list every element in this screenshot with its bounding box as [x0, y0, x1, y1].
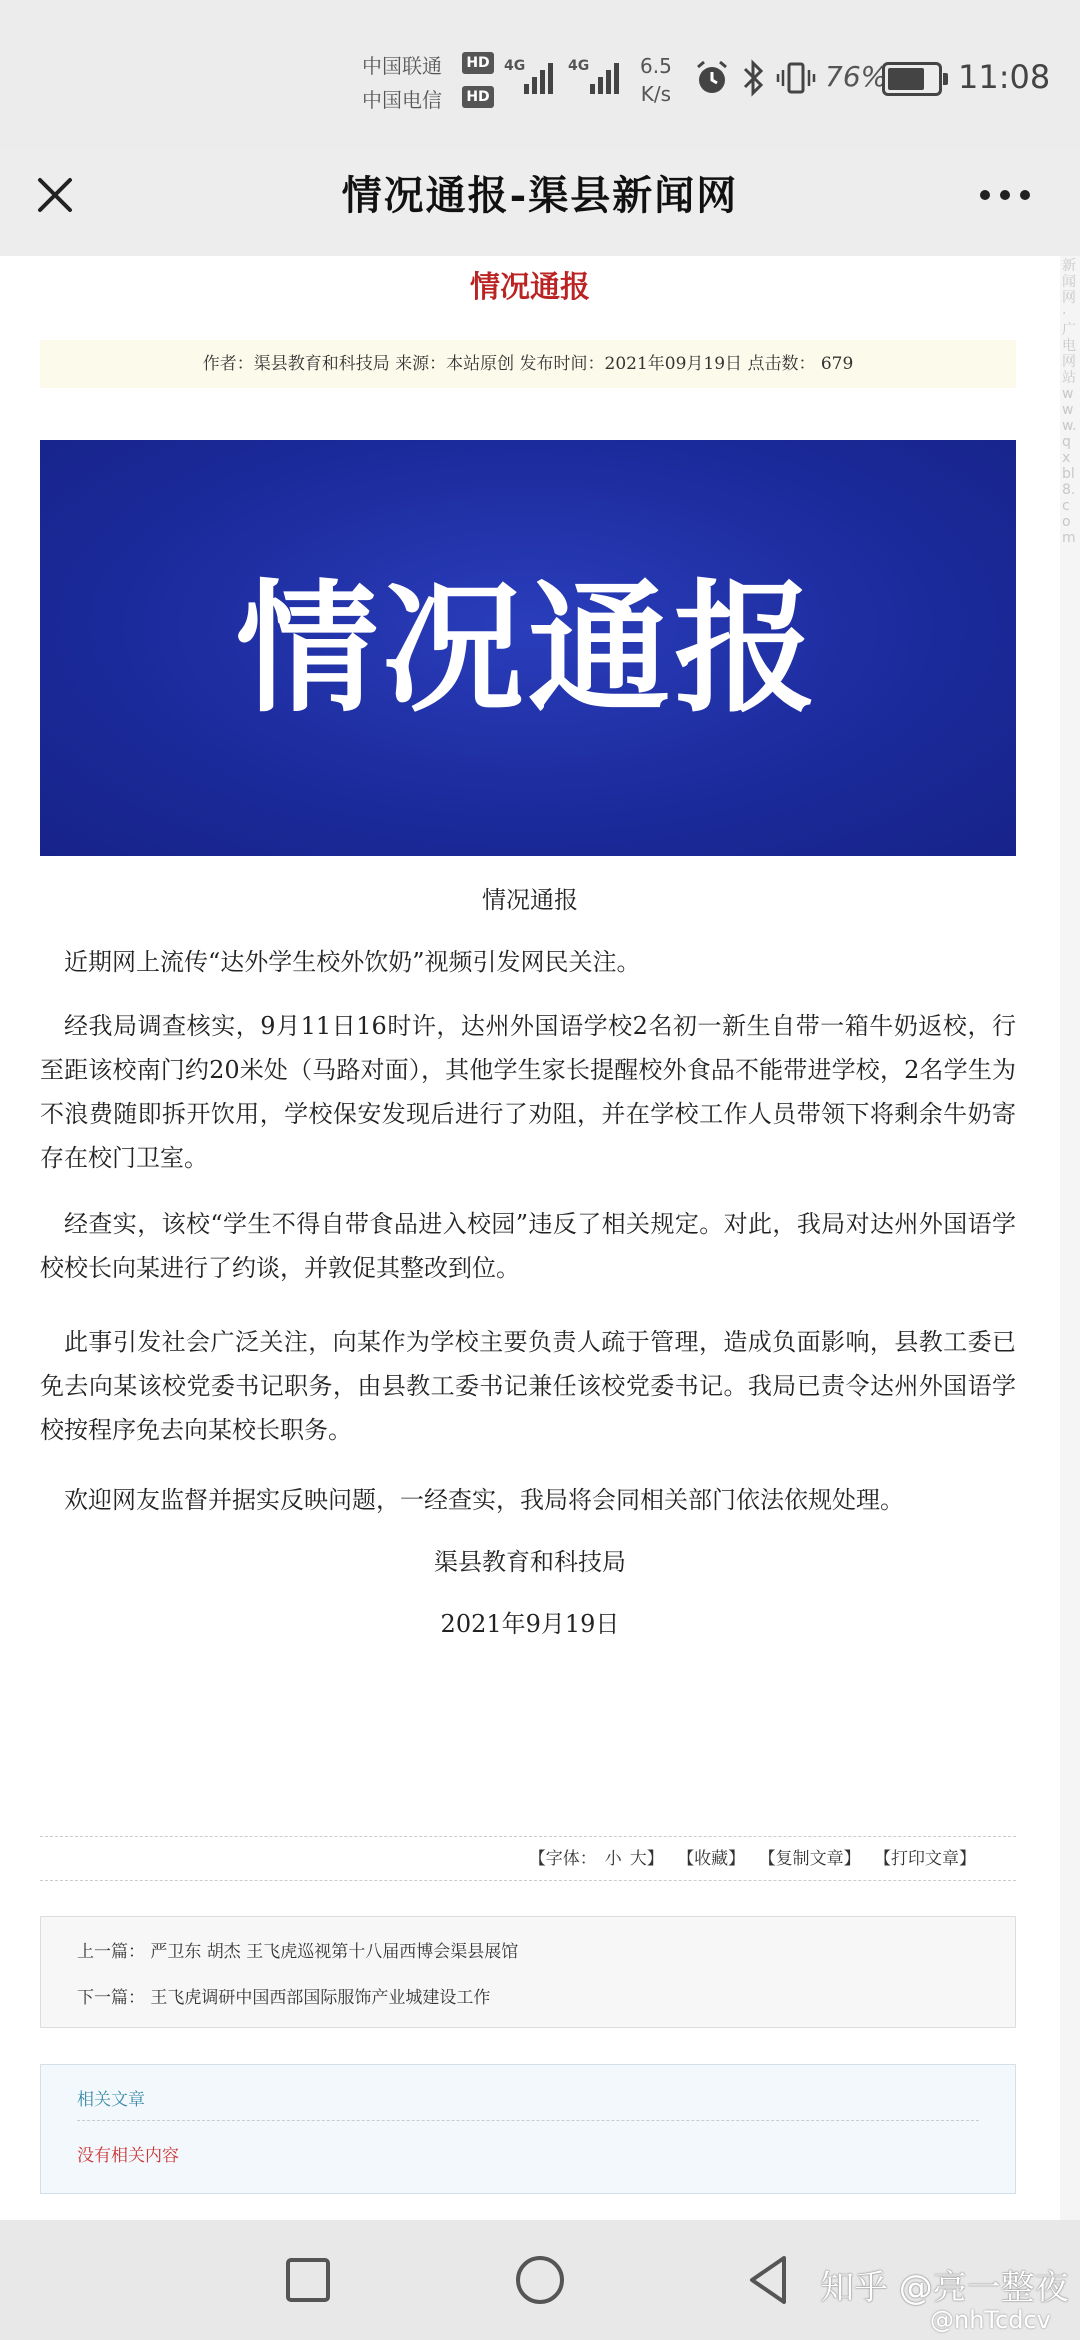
status-bar: [0, 0, 1080, 150]
back-icon[interactable]: [740, 2250, 800, 2310]
signal-1-icon: [524, 58, 564, 94]
recents-icon[interactable]: [278, 2250, 338, 2310]
font-small-link[interactable]: 小: [604, 1849, 622, 1869]
more-options-icon[interactable]: [975, 180, 1035, 210]
article-meta: 作者：渠县教育和科技局 来源：本站原创 发布时间：2021年09月19日 点击数： 679: [40, 340, 1016, 388]
article-paragraph: 经我局调查核实，9月11日16时许，达州外国语学校2名初一新生自带一箱牛奶返校，行至距该校南门约20米处（马路对面），其他学生家长提醒校外食品不能带进学校，2名学生为不浪费随即拆开饮用，学校保安发现后进行了劝阻，并在学校工作人员带领下将剩余牛奶寄存在校门卫室。: [40, 1012, 1016, 1172]
vibrate-icon: [776, 58, 816, 98]
article-paragraph: 经查实，该校“学生不得自带食品进入校园”违反了相关规定。对此，我局对达州外国语学校校长向某进行了约谈，并敦促其整改到位。: [40, 1210, 1016, 1282]
home-icon[interactable]: [510, 2250, 570, 2310]
speed-unit: K/s: [640, 82, 672, 106]
network-type-1: 4G: [504, 58, 526, 74]
carrier-2-label: 中国电信: [362, 88, 442, 112]
network-speed: [640, 52, 672, 108]
copy-article-link[interactable]: 【复制文章】: [758, 1849, 861, 1869]
battery-level: [888, 68, 924, 90]
font-large-link[interactable]: 大】: [629, 1849, 664, 1869]
divider: [40, 1836, 1016, 1837]
article-caption: 情况通报: [482, 886, 578, 914]
system-navigation-bar: [0, 2220, 1080, 2340]
hd-badge-2: HD: [462, 86, 494, 108]
status-time: 11:08: [958, 58, 1051, 96]
carrier-1-label: 中国联通: [362, 54, 442, 78]
article-paragraph: 此事引发社会广泛关注，向某作为学校主要负责人疏于管理，造成负面影响，县教工委已免去向某该校党委书记职务，由县教工委书记兼任该校党委书记。我局已责令达州外国语学校按程序免去向某校长职务。: [40, 1328, 1016, 1444]
divider: [77, 2120, 979, 2121]
speed-value: 6.5: [640, 54, 672, 78]
banner-text: 情况通报: [236, 567, 820, 732]
print-article-link[interactable]: 【打印文章】: [874, 1849, 976, 1869]
battery-icon: [882, 62, 942, 96]
font-size-label: 【字体：: [528, 1849, 597, 1869]
side-watermark: 新闻网·广电网站 www.qxbl8.com: [1062, 258, 1077, 546]
favorite-link[interactable]: 【收藏】: [677, 1849, 746, 1869]
zhihu-watermark: 知乎 @亮一整夜: [820, 2268, 1069, 2308]
divider: [40, 1880, 1016, 1881]
article-paragraph: 近期网上流传“达外学生校外饮奶”视频引发网民关注。: [64, 948, 641, 976]
article-date: 2021年9月19日: [440, 1610, 620, 1638]
app-title-bar: [0, 150, 1080, 256]
article-heading: 情况通报: [470, 270, 590, 305]
article-paragraph: 欢迎网友监督并据实反映问题，一经查实，我局将会同相关部门依法依规处理。: [64, 1486, 904, 1514]
prev-article-link[interactable]: 上一篇： 严卫东 胡杰 王飞虎巡视第十八届西博会渠县展馆: [77, 1942, 519, 1962]
next-article-link[interactable]: 下一篇： 王飞虎调研中国西部国际服饰产业城建设工作: [77, 1988, 491, 2008]
article-signature: 渠县教育和科技局: [434, 1548, 626, 1576]
battery-percent: 76%: [825, 60, 888, 93]
page-edge: [1060, 256, 1080, 2220]
page-title: 情况通报-渠县新闻网: [341, 172, 739, 219]
bluetooth-icon: [738, 58, 768, 98]
related-empty-text: 没有相关内容: [77, 2146, 179, 2166]
related-articles-title: 相关文章: [77, 2090, 145, 2110]
signal-2-icon: [590, 58, 630, 94]
related-articles-box: [40, 2064, 1016, 2194]
article-tools: [40, 1844, 976, 1869]
network-type-2: 4G: [568, 58, 590, 74]
weibo-watermark: @nhTcdcv: [930, 2306, 1051, 2334]
hd-badge-1: HD: [462, 52, 494, 74]
alarm-icon: [692, 58, 732, 98]
article-banner-image: [40, 440, 1016, 856]
article-nav-box: [40, 1916, 1016, 2028]
